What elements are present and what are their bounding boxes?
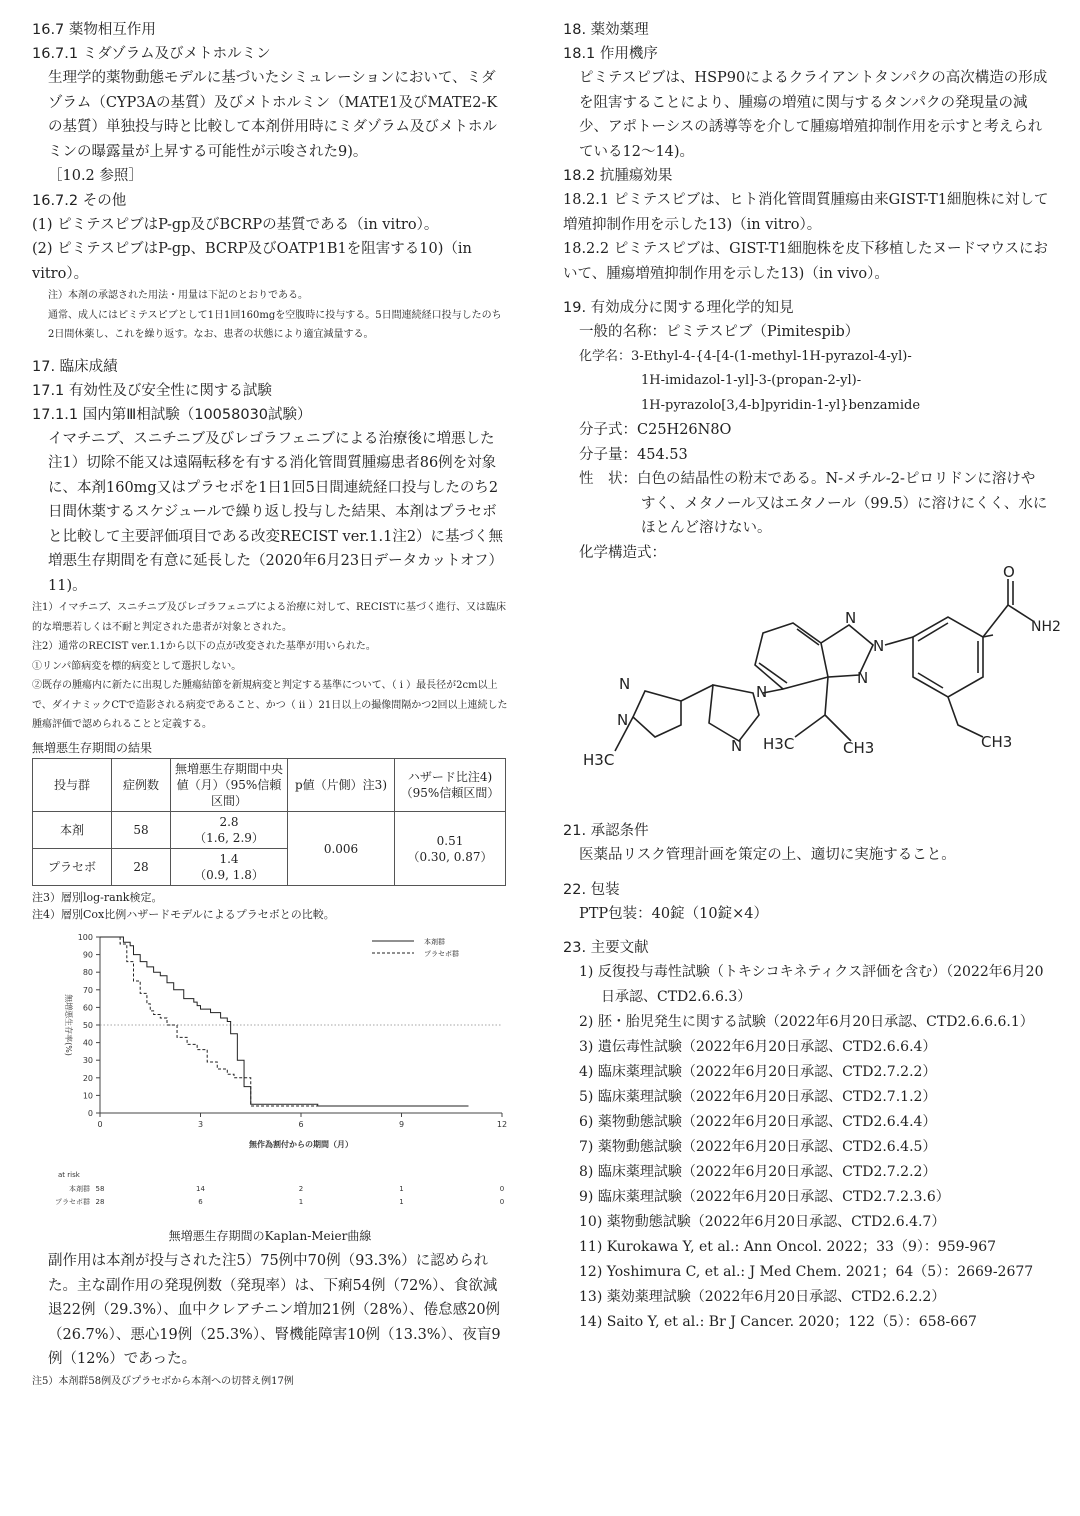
at-risk-label: at risk	[58, 1171, 80, 1179]
footnote-1: 注1）イマチニブ、スニチニブ及びレゴラフェニブによる治療に対して、RECISTに基づく進行、又は臨床的な増悪若しくは不耐と判定された患者が対象とされた。	[32, 602, 507, 633]
paragraph-adverse-events: 副作用は本剤が投与された注5）75例中70例（93.3%）に認められた。主な副作用の発現例数（発現率）は、下痢54例（72%）、食欲減退22例（29.3%）、血中クレアチニン増加21例（28%）、倦怠感20例（26.7%）、悪心19例（25.3%）、腎機能障害10例（13.3%）、夜盲9例（12%）であった。	[48, 1253, 501, 1367]
reference-item: 8) 臨床薬理試験（2022年6月20日承認、CTD2.7.2.2）	[579, 1164, 937, 1180]
paragraph-18-1: ピミテスピブは、HSP90によるクライアントタンパクの高次構造の形成を阻害することにより、腫瘍の増殖に関与するタンパクの発現量の減少、アポトーシスの誘導等を介して腫瘍増殖抑制作用を示すと考えられている12〜14)。	[579, 70, 1048, 160]
heading-16-7-2: 16.7.2 その他	[32, 192, 127, 209]
reference-item: 7) 薬物動態試験（2022年6月20日承認、CTD2.6.4.5）	[579, 1139, 937, 1155]
x-tick-label: 12	[496, 1120, 508, 1129]
atom-n: N	[756, 683, 768, 701]
paragraph-22: PTP包装：40錠（10錠×4）	[579, 905, 768, 922]
atom-h3c: H3C	[583, 751, 615, 769]
footnote-3: 注3）層別log-rank検定。	[32, 891, 163, 904]
mw-row	[579, 443, 1049, 468]
at-risk-value: 1	[298, 1198, 304, 1206]
table-header-row	[33, 759, 506, 812]
x-axis-label: 無作為割付からの期間（月）	[249, 1140, 353, 1149]
heading-19: 19. 有効成分に関する理化学的知見	[563, 300, 794, 316]
heading-21: 21. 承認条件	[563, 823, 649, 839]
reference-item: 13) 薬効薬理試験（2022年6月20日承認、CTD2.6.2.2）	[579, 1289, 946, 1305]
footnote-2b: ②既存の腫瘍内に新たに出現した腫瘍結節を新規病変と判定する基準について、（ i ）最長径が2cm以上で、ダイナミックCTで造影される病変であること、かつ（ ii ）21日以上の撮像間隔かつ2回以上連続した腫瘍評価で認められることと定義する。	[32, 680, 508, 730]
reference-item: 9) 臨床薬理試験（2022年6月20日承認、CTD2.7.2.3.6）	[579, 1189, 950, 1205]
note-dosage-body: 通常、成人にはピミテスピブとして1日1回160mgを空腹時に投与する。5日間連続経口投与したのち2日間休薬し、これを繰り返す。なお、患者の状態により適宜減量する。	[48, 309, 502, 340]
reference-item: 12) Yoshimura C, et al.: J Med Chem. 2021；64（5）：2669-2677	[579, 1264, 1034, 1280]
right-column	[563, 18, 1061, 1335]
atom-n: N	[731, 737, 743, 755]
atom-ch3: CH3	[843, 739, 875, 757]
x-tick-label: 3	[197, 1120, 204, 1129]
legend-label: プラセボ群	[424, 950, 459, 958]
heading-17-1-1: 17.1.1 国内第Ⅲ相試験（10058030試験）	[32, 406, 312, 423]
heading-16-7: 16.7 薬物相互作用	[32, 22, 156, 38]
generic-name-row	[579, 320, 1049, 345]
y-tick-label: 60	[82, 1003, 93, 1013]
paragraph-17-1-1: イマチニブ、スニチニブ及びレゴラフェニブによる治療後に増悪した注1）切除不能又は遠隔転移を有する消化管間質腫瘍患者86例を対象に、本剤160mg又はプラセボを1日1回5日間連続経口投与したのち2日間休薬するスケジュールで繰り返し投与した結果、本剤はプラセボと比較して主要評価項目である改変RECIST ver.1.1注2）に基づく無増悪生存期間を有意に延長した（2020年6月23日データカットオフ）11)。	[48, 430, 504, 594]
reference-item: 2) 胚・胎児発生に関する試験（2022年6月20日承認、CTD2.6.6.6.1）	[579, 1014, 1034, 1030]
hr-ci: （0.30, 0.87）	[407, 849, 493, 864]
reference-item: 5) 臨床薬理試験（2022年6月20日承認、CTD2.7.1.2）	[579, 1089, 937, 1105]
generic-label: 一般的名称：	[579, 324, 666, 340]
cell-n: 28	[112, 849, 171, 886]
median-ci: （0.9, 1.8）	[194, 868, 264, 882]
heading-18-1: 18.1 作用機序	[563, 46, 658, 62]
th-group: 投与群	[33, 759, 112, 812]
cell-n: 58	[112, 812, 171, 849]
reference-item: 14) Saito Y, et al.: Br J Cancer. 2020；122（5）：658-667	[579, 1314, 977, 1330]
chemical-structure	[563, 563, 1061, 805]
y-tick-label: 90	[82, 950, 93, 960]
y-tick-label: 70	[82, 985, 93, 995]
chem-name-row	[579, 345, 1049, 370]
y-tick-label: 0	[87, 1109, 93, 1118]
cell-median	[171, 849, 288, 886]
structure-label: 化学構造式：	[579, 544, 666, 561]
th-n: 症例数	[112, 759, 171, 812]
atom-n: N	[619, 675, 631, 693]
km-caption: 無増悪生存期間のKaplan-Meier曲線	[168, 1229, 372, 1243]
at-risk-value: 28	[95, 1198, 105, 1206]
cell-p: 0.006	[288, 812, 395, 886]
th-p: p値（片側）注3)	[288, 759, 395, 812]
at-risk-value: 58	[95, 1185, 105, 1193]
chem-line-2: 1H-imidazol-1-yl]-3-(propan-2-yl)-	[641, 373, 862, 388]
formula-row	[579, 418, 1049, 443]
reference-item: 10) 薬物動態試験（2022年6月20日承認、CTD2.6.4.7）	[579, 1214, 946, 1230]
paragraph-21: 医薬品リスク管理計画を策定の上、適切に実施すること。	[579, 847, 956, 863]
formula-label: 分子式：	[579, 422, 637, 438]
km-series-drug	[100, 937, 469, 1106]
chem-line-1: 3-Ethyl-4-{4-[4-(1-methyl-1H-pyrazol-4-yl)-	[631, 348, 912, 364]
formula-value: C25H26N8O	[637, 422, 732, 438]
atom-n: N	[617, 711, 629, 729]
heading-18-2: 18.2 抗腫瘍効果	[563, 168, 673, 184]
y-tick-label: 100	[77, 933, 93, 942]
reference-item: 11) Kurokawa Y, et al.: Ann Oncol. 2022；33（9）：959-967	[579, 1239, 997, 1255]
median-value: 2.8	[219, 815, 239, 829]
th-median: 無増悪生存期間中央値（月）（95%信頼区間）	[171, 759, 288, 812]
reference-item: 6) 薬物動態試験（2022年6月20日承認、CTD2.6.4.4）	[579, 1114, 937, 1130]
footnote-2: 注2）通常のRECIST ver.1.1から以下の点が改変された基準が用いられた。	[32, 641, 376, 652]
atom-o: O	[1003, 563, 1015, 581]
atom-h3c: H3C	[763, 735, 795, 753]
heading-16-7-1: 16.7.1 ミダゾラム及びメトホルミン	[32, 46, 271, 62]
footnote-4: 注4）層別Cox比例ハザードモデルによるプラセボとの比較。	[32, 908, 335, 921]
y-tick-label: 40	[82, 1038, 93, 1048]
y-tick-label: 20	[82, 1073, 93, 1083]
at-risk-value: 6	[198, 1198, 203, 1206]
item-16-7-2-2: (2) ピミテスピブはP-gp、BCRP及びOATP1B1を阻害する10)（in vitro）。	[32, 241, 472, 282]
hr-value: 0.51	[436, 833, 464, 848]
cell-group: 本剤	[33, 812, 112, 849]
cell-group: プラセボ	[33, 849, 112, 886]
note-dosage-title: 注）本剤の承認された用法・用量は下記のとおりである。	[48, 290, 308, 301]
property-row	[579, 467, 1049, 541]
heading-23: 23. 主要文献	[563, 940, 649, 956]
legend-label: 本剤群	[424, 938, 445, 946]
y-tick-label: 50	[82, 1021, 93, 1030]
left-column	[32, 18, 508, 1391]
median-ci: （1.6, 2.9）	[194, 831, 264, 845]
at-risk-value: 0	[499, 1198, 505, 1206]
atom-nh2: NH2	[1031, 619, 1061, 635]
property-label: 性 状：	[579, 471, 637, 487]
pfs-table	[32, 758, 506, 886]
at-risk-value: 1	[399, 1185, 404, 1193]
atom-n: N	[845, 609, 857, 627]
table-row	[33, 812, 506, 849]
heading-18: 18. 薬効薬理	[563, 22, 649, 38]
x-tick-label: 6	[298, 1120, 304, 1129]
heading-17-1: 17.1 有効性及び安全性に関する試験	[32, 382, 272, 399]
x-tick-label: 0	[97, 1120, 103, 1129]
generic-value: ピミテスピブ（Pimitespib）	[666, 324, 860, 340]
reference-item: 1) 反復投与毒性試験（トキシコキネティクス評価を含む）（2022年6月20日承認、CTD2.6.6.3）	[579, 964, 1044, 1005]
atom-ch3: CH3	[981, 733, 1013, 751]
property-value: 白色の結晶性の粉末である。N-メチル-2-ピロリドンに溶けやすく、メタノール又はエタノール（99.5）に溶けにくく、水にほとんど溶けない。	[637, 471, 1048, 536]
y-tick-label: 80	[82, 968, 93, 978]
footnote-2a: ①リンパ節病変を標的病変として選択しない。	[32, 660, 242, 672]
paragraph-18-2-2: 18.2.2 ピミテスピブは、GIST-T1細胞株を皮下移植したヌードマウスにおいて、腫瘍増殖抑制作用を示した13)（in vivo）。	[563, 241, 1049, 282]
mw-value: 454.53	[637, 446, 688, 463]
atom-n: N	[857, 669, 869, 687]
mw-label: 分子量：	[579, 446, 637, 463]
footnote-5: 注5）本剤群58例及びプラセボから本剤への切替え例17例	[32, 1375, 294, 1387]
at-risk-row-label: プラセボ群	[55, 1198, 90, 1206]
item-16-7-2-1: (1) ピミテスピブはP-gp及びBCRPの基質である（in vitro）。	[32, 216, 439, 233]
physchem-block	[563, 320, 1049, 565]
paragraph-18-2-1: 18.2.1 ピミテスピブは、ヒト消化管間質腫瘍由来GIST-T1細胞株に対して増殖抑制作用を示した13)（in vitro）。	[563, 192, 1049, 233]
at-risk-value: 0	[499, 1185, 505, 1193]
km-series-placebo	[100, 937, 469, 1106]
y-tick-label: 10	[82, 1091, 93, 1101]
at-risk-value: 1	[399, 1198, 404, 1206]
th-hr: ハザード比注4)（95%信頼区間）	[395, 759, 506, 812]
paragraph-16-7-1: 生理学的薬物動態モデルに基づいたシミュレーションにおいて、ミダゾラム（CYP3Aの基質）及びメトホルミン（MATE1及びMATE2-Kの基質）単独投与時と比較して本剤併用時にミダゾラム及びメトホルミンの曝露量が上昇する可能性が示唆された9)。	[48, 70, 498, 160]
chem-line-3: 1H-pyrazolo[3,4-b]pyridin-1-yl}benzamide	[641, 397, 921, 413]
y-tick-label: 30	[82, 1056, 93, 1066]
table-caption: 無増悪生存期間の結果	[32, 740, 153, 755]
median-value: 1.4	[219, 852, 239, 866]
reference-item: 3) 遺伝毒性試験（2022年6月20日承認、CTD2.6.6.4）	[579, 1039, 937, 1055]
reference-list	[563, 960, 1049, 1335]
structure-atom-labels	[583, 563, 1061, 769]
atom-n: N	[873, 637, 885, 655]
at-risk-row-label: 本剤群	[69, 1185, 90, 1193]
at-risk-value: 2	[298, 1185, 304, 1193]
kaplan-meier-chart	[32, 923, 508, 1223]
at-risk-value: 14	[196, 1185, 205, 1193]
reference-10-2: ［10.2 参照］	[48, 168, 143, 184]
heading-22: 22. 包装	[563, 881, 620, 898]
y-axis-label: 無増悪生存率(%)	[64, 994, 73, 1056]
heading-17: 17. 臨床成績	[32, 358, 118, 375]
x-tick-label: 9	[398, 1120, 405, 1129]
chem-label: 化学名：	[579, 348, 632, 364]
reference-item: 4) 臨床薬理試験（2022年6月20日承認、CTD2.7.2.2）	[579, 1064, 937, 1080]
cell-median	[171, 812, 288, 849]
cell-hr	[395, 812, 506, 886]
